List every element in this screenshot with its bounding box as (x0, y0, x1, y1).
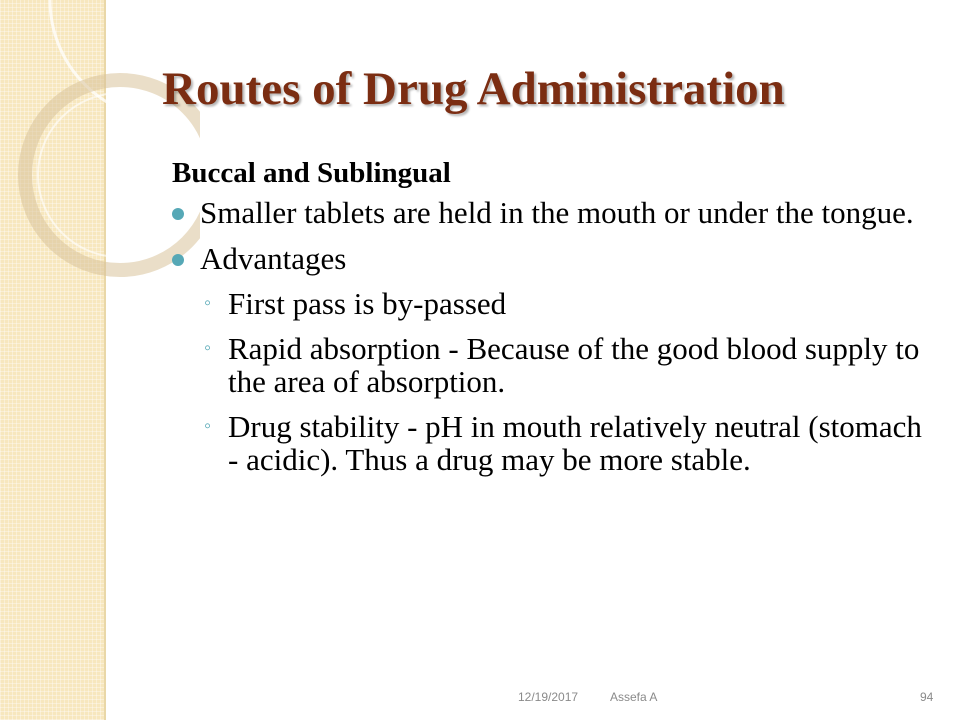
decorative-circles (0, 0, 200, 300)
bullet-text: Smaller tablets are held in the mouth or under the tongue. (200, 195, 914, 230)
slide-content (172, 154, 932, 489)
bullet-item (172, 196, 932, 229)
section-heading: Buccal and Sublingual (172, 157, 451, 189)
sub-bullet-icon: ◦ (204, 337, 212, 359)
bullet-text: Advantages (200, 241, 347, 276)
footer-page-number: 94 (920, 690, 934, 704)
bullet-item (172, 242, 932, 476)
sub-bullet-item (200, 410, 932, 476)
sub-bullet-icon: ◦ (204, 292, 212, 314)
sub-bullet-item (200, 287, 932, 320)
slide-title: Routes of Drug Administration (162, 63, 785, 115)
sub-bullet-item (200, 332, 932, 398)
sub-bullet-text: First pass is by-passed (228, 286, 507, 321)
bullet-icon (172, 208, 184, 220)
sub-bullet-list (200, 287, 932, 476)
bullet-icon (172, 254, 184, 266)
sub-bullet-text: Drug stability - pH in mouth relatively neutral (stomach - acidic). Thus a drug may be more stable. (228, 409, 922, 477)
sub-bullet-text: Rapid absorption - Because of the good blood supply to the area of absorption. (228, 331, 920, 399)
footer-author: Assefa A (610, 690, 658, 704)
bullet-list (172, 196, 932, 476)
sub-bullet-icon: ◦ (204, 415, 212, 437)
footer-date: 12/19/2017 (518, 690, 579, 704)
